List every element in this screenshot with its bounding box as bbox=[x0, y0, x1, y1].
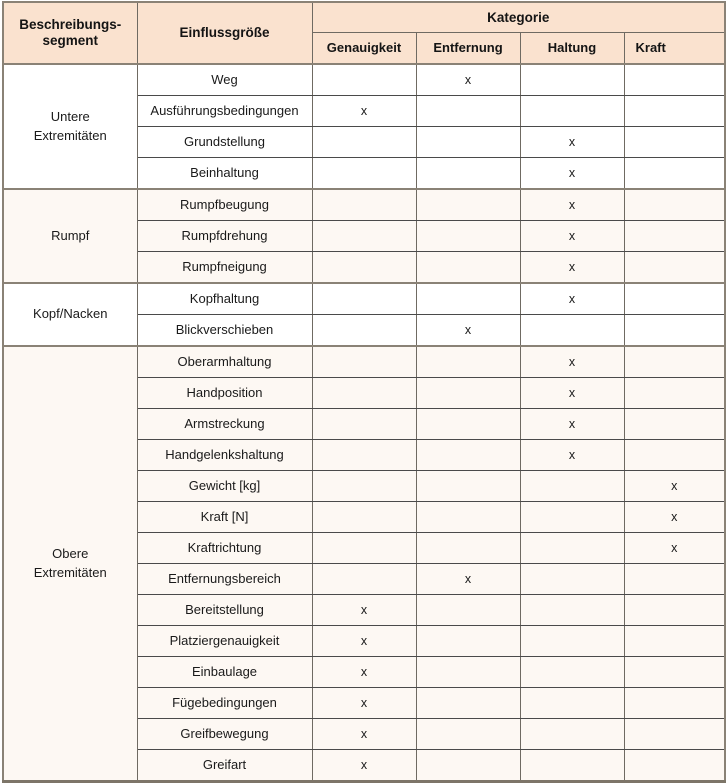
table-body bbox=[3, 64, 725, 782]
segment-label-line2: Extremitäten bbox=[33, 127, 107, 143]
category-mark-cell bbox=[416, 440, 520, 471]
table-header bbox=[3, 2, 725, 64]
influence-factor-cell: Bereitstellung bbox=[137, 595, 312, 626]
category-mark-cell bbox=[416, 533, 520, 564]
influence-factor-cell: Gewicht [kg] bbox=[137, 471, 312, 502]
influence-factor-cell: Weg bbox=[137, 64, 312, 96]
category-mark-cell: x bbox=[520, 440, 624, 471]
category-mark-cell bbox=[312, 409, 416, 440]
header-row-top bbox=[3, 2, 725, 33]
table-row bbox=[3, 189, 725, 221]
category-mark-cell bbox=[312, 127, 416, 158]
category-mark-cell bbox=[624, 409, 725, 440]
category-mark-cell: x bbox=[312, 626, 416, 657]
segment-cell bbox=[3, 283, 137, 346]
category-mark-cell bbox=[624, 127, 725, 158]
influence-factor-cell: Beinhaltung bbox=[137, 158, 312, 190]
category-mark-cell bbox=[416, 688, 520, 719]
category-mark-cell bbox=[624, 378, 725, 409]
category-mark-cell bbox=[624, 283, 725, 315]
category-mark-cell: x bbox=[520, 221, 624, 252]
category-mark-cell bbox=[624, 158, 725, 190]
category-mark-cell: x bbox=[520, 252, 624, 284]
segment-cell bbox=[3, 64, 137, 189]
segment-cell bbox=[3, 346, 137, 782]
category-mark-cell bbox=[624, 657, 725, 688]
category-mark-cell bbox=[416, 409, 520, 440]
influence-factor-cell: Handgelenkshaltung bbox=[137, 440, 312, 471]
category-mark-cell bbox=[312, 346, 416, 378]
influence-factor-category-table bbox=[2, 1, 726, 783]
influence-factor-cell: Grundstellung bbox=[137, 127, 312, 158]
category-mark-cell: x bbox=[312, 688, 416, 719]
influence-factor-cell: Kopfhaltung bbox=[137, 283, 312, 315]
category-mark-cell bbox=[416, 595, 520, 626]
category-mark-cell bbox=[312, 252, 416, 284]
category-mark-cell: x bbox=[416, 315, 520, 347]
column-header-beschreibungssegment bbox=[3, 2, 137, 64]
category-mark-cell bbox=[520, 688, 624, 719]
category-mark-cell bbox=[312, 315, 416, 347]
category-mark-cell: x bbox=[312, 750, 416, 782]
influence-factor-cell: Handposition bbox=[137, 378, 312, 409]
category-mark-cell bbox=[520, 533, 624, 564]
influence-factor-cell: Ausführungsbedingungen bbox=[137, 96, 312, 127]
category-mark-cell: x bbox=[624, 502, 725, 533]
category-mark-cell bbox=[624, 595, 725, 626]
category-mark-cell: x bbox=[520, 127, 624, 158]
table-row bbox=[3, 346, 725, 378]
column-header-kraft: Kraft bbox=[624, 33, 725, 65]
column-header-genauigkeit: Genauigkeit bbox=[312, 33, 416, 65]
category-mark-cell bbox=[312, 283, 416, 315]
segment-label-line1: Obere bbox=[52, 545, 89, 561]
segment-cell bbox=[3, 189, 137, 283]
influence-factor-cell: Entfernungsbereich bbox=[137, 564, 312, 595]
category-mark-cell: x bbox=[312, 96, 416, 127]
column-header-entfernung: Entfernung bbox=[416, 33, 520, 65]
category-mark-cell: x bbox=[312, 657, 416, 688]
category-mark-cell: x bbox=[520, 346, 624, 378]
influence-factor-cell: Kraft [N] bbox=[137, 502, 312, 533]
category-mark-cell bbox=[312, 221, 416, 252]
category-mark-cell bbox=[624, 719, 725, 750]
influence-factor-cell: Kraftrichtung bbox=[137, 533, 312, 564]
category-mark-cell bbox=[624, 252, 725, 284]
category-mark-cell bbox=[416, 221, 520, 252]
category-mark-cell bbox=[624, 688, 725, 719]
category-mark-cell: x bbox=[624, 533, 725, 564]
category-mark-cell bbox=[416, 626, 520, 657]
influence-factor-cell: Armstreckung bbox=[137, 409, 312, 440]
category-mark-cell bbox=[312, 440, 416, 471]
column-header-kategorie: Kategorie bbox=[312, 2, 725, 33]
category-mark-cell bbox=[520, 502, 624, 533]
influence-factor-cell: Greifart bbox=[137, 750, 312, 782]
category-mark-cell bbox=[520, 626, 624, 657]
category-mark-cell bbox=[312, 564, 416, 595]
segment-label-line1: Rumpf bbox=[51, 227, 90, 243]
category-mark-cell bbox=[520, 719, 624, 750]
category-mark-cell bbox=[416, 252, 520, 284]
category-mark-cell: x bbox=[520, 189, 624, 221]
column-header-haltung: Haltung bbox=[520, 33, 624, 65]
category-mark-cell bbox=[312, 471, 416, 502]
segment-label-line1: Untere bbox=[50, 108, 90, 124]
influence-factor-cell: Greifbewegung bbox=[137, 719, 312, 750]
category-mark-cell: x bbox=[312, 595, 416, 626]
category-mark-cell bbox=[312, 189, 416, 221]
influence-factor-cell: Blickverschieben bbox=[137, 315, 312, 347]
category-mark-cell bbox=[624, 315, 725, 347]
influence-factor-cell: Rumpfdrehung bbox=[137, 221, 312, 252]
category-mark-cell bbox=[520, 750, 624, 782]
influence-factor-cell: Platziergenauigkeit bbox=[137, 626, 312, 657]
category-mark-cell: x bbox=[416, 564, 520, 595]
category-mark-cell bbox=[624, 64, 725, 96]
category-mark-cell: x bbox=[312, 719, 416, 750]
table-row bbox=[3, 283, 725, 315]
category-mark-cell bbox=[624, 221, 725, 252]
category-mark-cell bbox=[520, 657, 624, 688]
category-mark-cell bbox=[520, 64, 624, 96]
category-mark-cell bbox=[520, 96, 624, 127]
category-mark-cell bbox=[312, 158, 416, 190]
category-mark-cell bbox=[624, 750, 725, 782]
category-mark-cell bbox=[416, 657, 520, 688]
category-mark-cell bbox=[520, 564, 624, 595]
category-mark-cell: x bbox=[520, 158, 624, 190]
column-header-einflussgroesse: Einflussgröße bbox=[137, 2, 312, 64]
category-mark-cell: x bbox=[520, 378, 624, 409]
column-header-beschreibungssegment-line2: segment bbox=[42, 33, 99, 48]
category-mark-cell bbox=[416, 158, 520, 190]
category-mark-cell bbox=[416, 471, 520, 502]
category-mark-cell bbox=[520, 315, 624, 347]
category-mark-cell bbox=[416, 96, 520, 127]
category-mark-cell bbox=[416, 378, 520, 409]
segment-label-line1: Kopf/Nacken bbox=[33, 306, 108, 322]
category-mark-cell bbox=[624, 346, 725, 378]
category-mark-cell bbox=[520, 471, 624, 502]
category-mark-cell bbox=[416, 127, 520, 158]
category-mark-cell bbox=[312, 64, 416, 96]
table-row bbox=[3, 64, 725, 96]
category-mark-cell bbox=[520, 595, 624, 626]
category-mark-cell bbox=[416, 283, 520, 315]
category-mark-cell bbox=[624, 189, 725, 221]
category-mark-cell bbox=[312, 502, 416, 533]
category-mark-cell bbox=[416, 189, 520, 221]
category-mark-cell: x bbox=[520, 409, 624, 440]
category-mark-cell bbox=[416, 346, 520, 378]
influence-factor-cell: Rumpfneigung bbox=[137, 252, 312, 284]
influence-factor-cell: Rumpfbeugung bbox=[137, 189, 312, 221]
category-mark-cell bbox=[624, 96, 725, 127]
column-header-beschreibungssegment-line1: Beschreibungs- bbox=[19, 17, 122, 33]
category-mark-cell: x bbox=[520, 283, 624, 315]
category-mark-cell bbox=[624, 626, 725, 657]
table-container bbox=[0, 1, 726, 783]
category-mark-cell bbox=[312, 533, 416, 564]
category-mark-cell bbox=[624, 440, 725, 471]
category-mark-cell bbox=[416, 719, 520, 750]
category-mark-cell bbox=[416, 750, 520, 782]
category-mark-cell: x bbox=[416, 64, 520, 96]
influence-factor-cell: Einbaulage bbox=[137, 657, 312, 688]
influence-factor-cell: Oberarmhaltung bbox=[137, 346, 312, 378]
category-mark-cell bbox=[312, 378, 416, 409]
category-mark-cell bbox=[624, 564, 725, 595]
segment-label-line2: Extremitäten bbox=[33, 564, 107, 580]
category-mark-cell bbox=[416, 502, 520, 533]
category-mark-cell: x bbox=[624, 471, 725, 502]
influence-factor-cell: Fügebedingungen bbox=[137, 688, 312, 719]
